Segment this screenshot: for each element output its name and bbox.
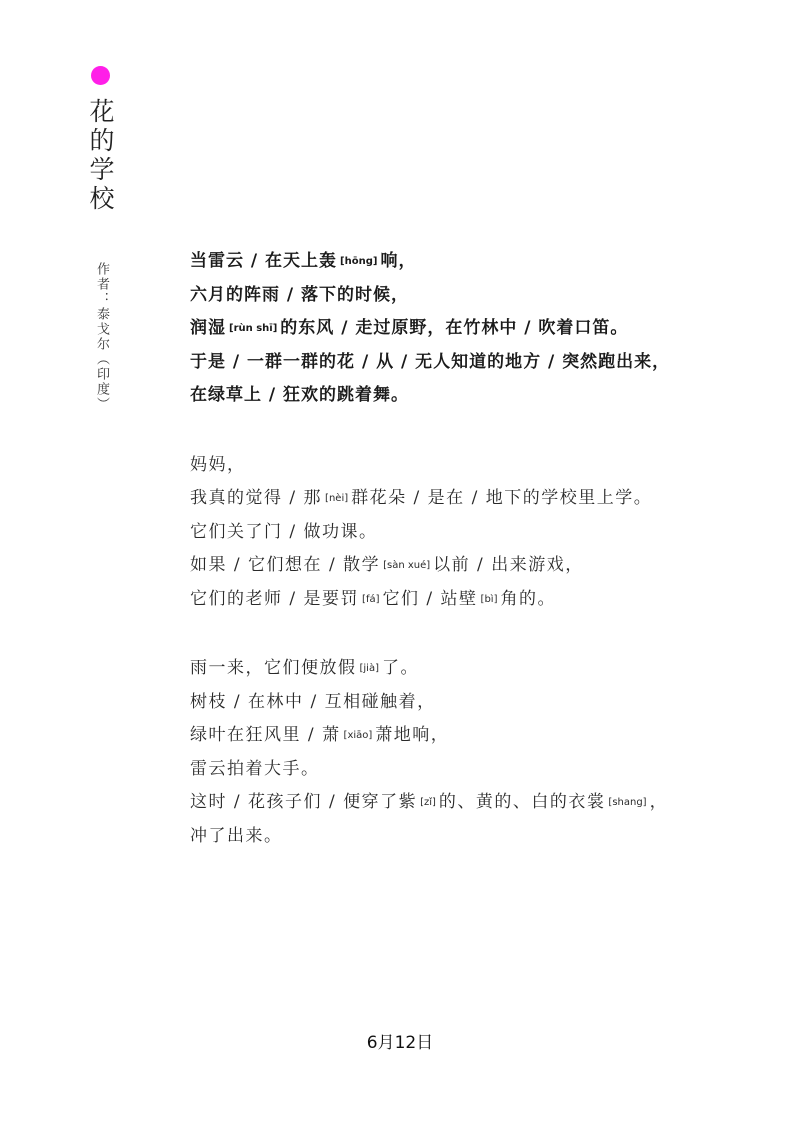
line-text: 以前 / 出来游戏， xyxy=(433,555,584,575)
line-text: 于是 / 一群一群的花 / 从 / 无人知道的地方 / 突然跑出来， xyxy=(190,351,671,372)
author-label: 作者：泰戈尔（印度） xyxy=(94,262,109,412)
pinyin-annotation: [zǐ] xyxy=(420,797,436,808)
poem-line xyxy=(190,786,730,820)
line-text: 它们 / 站壁 xyxy=(382,588,478,609)
poem-line xyxy=(190,549,730,583)
line-text: 雨一来，它们便放假 xyxy=(190,658,357,678)
poem-line xyxy=(190,516,730,550)
pinyin-annotation: [nèi] xyxy=(325,493,349,504)
pinyin-annotation: [shang] xyxy=(608,797,647,808)
stanza-3 xyxy=(190,652,730,853)
pinyin-annotation: [fá] xyxy=(362,593,380,605)
footer-date: 6月12日 xyxy=(366,1033,434,1053)
poem-line xyxy=(190,686,730,720)
poem-line xyxy=(190,820,730,854)
line-text: 润湿 xyxy=(190,318,226,338)
poem-line xyxy=(190,583,730,617)
line-text: 妈妈， xyxy=(190,454,246,475)
line-text: 它们关了门 / 做功课。 xyxy=(190,521,378,542)
poem-line xyxy=(190,379,730,413)
stanza-2 xyxy=(190,449,730,617)
line-text: 它们的老师 / 是要罚 xyxy=(190,588,360,609)
pinyin-annotation: [sàn xué] xyxy=(383,560,431,571)
pinyin-annotation: [bì] xyxy=(480,593,498,605)
line-text: 了。 xyxy=(382,658,419,678)
poem-line xyxy=(190,482,730,516)
line-text: 响， xyxy=(380,251,417,271)
poem-line xyxy=(190,245,730,279)
line-text: 六月的阵雨 / 落下的时候， xyxy=(190,284,410,305)
poem-line xyxy=(190,346,730,380)
pinyin-annotation: [rùn shī] xyxy=(229,323,278,334)
line-text: 当雷云 / 在天上轰 xyxy=(190,251,338,271)
pinyin-annotation: [hōng] xyxy=(340,256,378,267)
page-title: 花的学校 xyxy=(86,98,115,214)
pinyin-annotation: [xiāo] xyxy=(343,730,373,741)
line-text: 群花朵 / 是在 / 地下的学校里上学。 xyxy=(351,488,653,508)
poem-line xyxy=(190,753,730,787)
poem-line xyxy=(190,312,730,346)
line-text: 我真的觉得 / 那 xyxy=(190,488,323,508)
line-text: 的、黄的、白的衣裳 xyxy=(438,792,606,812)
line-text: 树枝 / 在林中 / 互相碰触着， xyxy=(190,691,436,712)
poem-line xyxy=(190,279,730,313)
stanza-1 xyxy=(190,245,730,413)
poem-line xyxy=(190,719,730,753)
line-text: 角的。 xyxy=(500,588,556,609)
accent-dot-icon xyxy=(91,66,110,85)
poem-body xyxy=(190,245,730,889)
line-text: 冲了出来。 xyxy=(190,825,283,846)
poem-line xyxy=(190,652,730,686)
poem-line xyxy=(190,449,730,483)
line-text: ， xyxy=(649,792,669,812)
pinyin-annotation: [jià] xyxy=(359,663,379,674)
line-text: 在绿草上 / 狂欢的跳着舞。 xyxy=(190,385,410,405)
line-text: 萧地响， xyxy=(375,725,450,745)
line-text: 这时 / 花孩子们 / 便穿了紫 xyxy=(190,792,418,812)
line-text: 雷云拍着大手。 xyxy=(190,758,320,779)
line-text: 的东风 / 走过原野，在竹林中 / 吹着口笛。 xyxy=(280,318,629,338)
line-text: 如果 / 它们想在 / 散学 xyxy=(190,555,381,575)
line-text: 绿叶在狂风里 / 萧 xyxy=(190,725,341,745)
